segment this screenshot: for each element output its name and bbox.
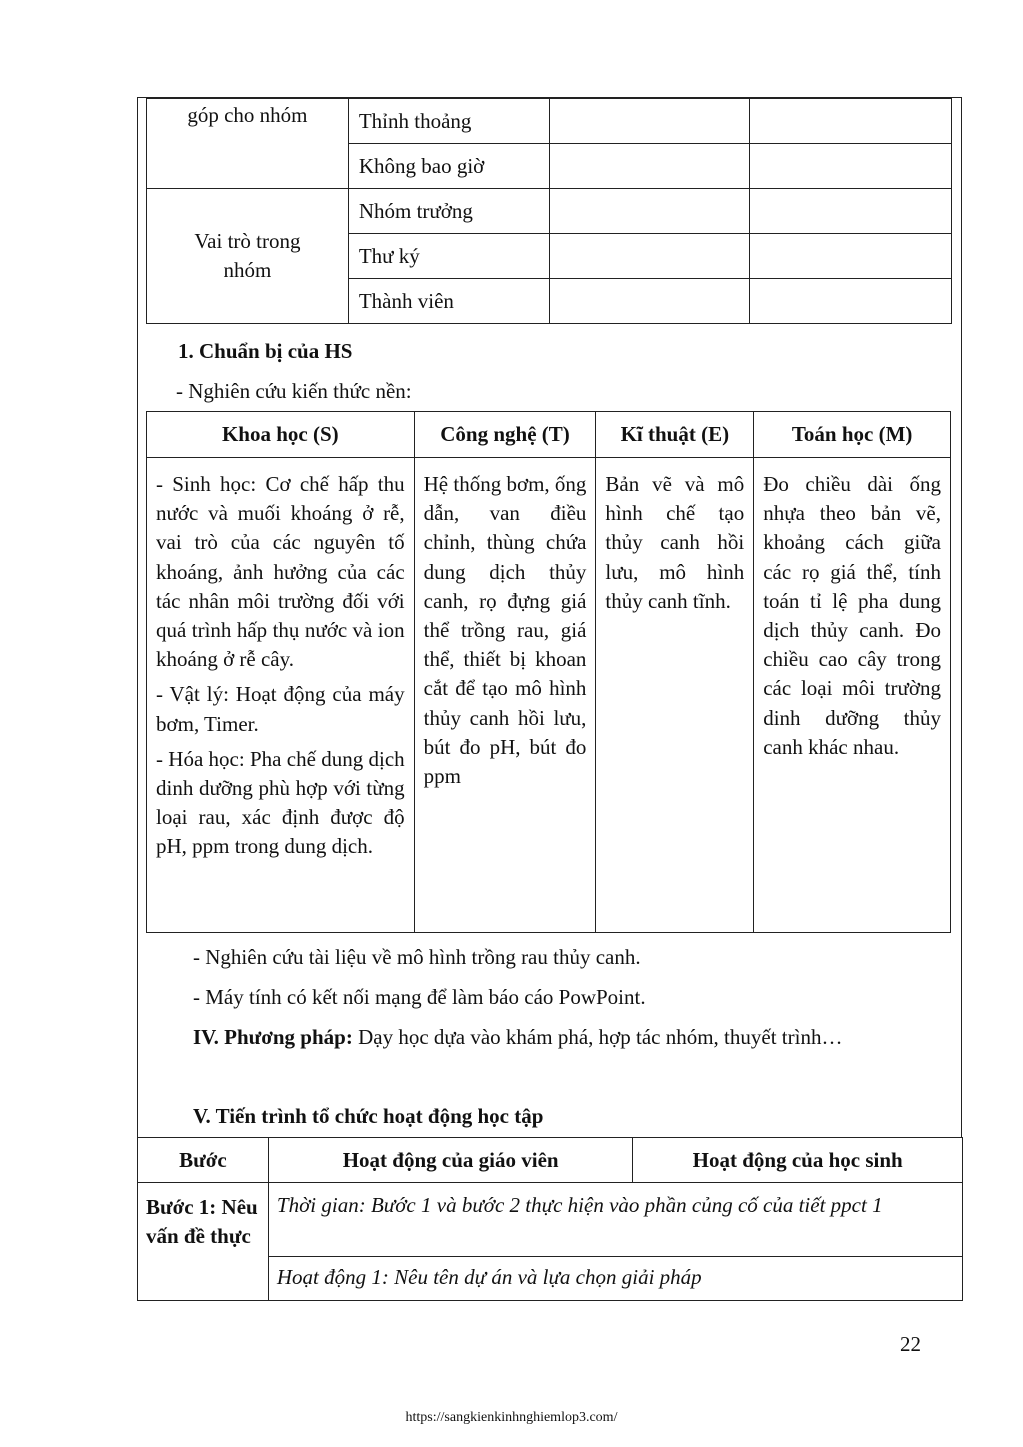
page-number: 22: [900, 1332, 921, 1356]
cell-technology: [414, 458, 596, 933]
table-header-row: [147, 412, 951, 458]
criterion-contribution: góp cho nhóm: [147, 99, 349, 189]
option-member: Thành viên: [348, 279, 549, 324]
score-cell: [750, 234, 952, 279]
score-cell: [750, 99, 952, 144]
footer-url[interactable]: https://sangkienkinhnghiemlop3.com/: [405, 1410, 618, 1425]
engineering-text: Bản vẽ và mô hình chế tạo thủy canh hồi lưu, mô hình thủy canh tĩnh.: [605, 472, 745, 613]
section-heading-student-prep: 1. Chuẩn bị của HS: [178, 339, 353, 363]
header-technology: Công nghệ (T): [414, 412, 596, 458]
evaluation-table: [146, 98, 952, 324]
stem-table: [146, 411, 951, 933]
technology-text: Hệ thống bơm, ống dẫn, van điều chỉnh, thùng chứa dung dịch thủy canh, rọ đựng giá thể trồng rau, giá thể, thiết bị khoan cắt để tạo mô hình thủy canh hồi lưu, bút đo pH, bút đo ppm: [423, 472, 587, 789]
score-cell: [549, 99, 750, 144]
method-text: Dạy học dựa vào khám phá, hợp tác nhóm, thuyết trình…: [352, 1025, 843, 1049]
table-header-row: [138, 1138, 963, 1183]
table-row: [147, 189, 952, 234]
score-cell: [750, 189, 952, 234]
criterion-role-label: Vai trò trong nhóm: [194, 229, 301, 282]
time-note: Thời gian: Bước 1 và bước 2 thực hiện vào phần củng cố của tiết ppct 1: [268, 1183, 962, 1257]
header-math: Toán học (M): [754, 412, 951, 458]
score-cell: [549, 144, 750, 189]
score-cell: [549, 234, 750, 279]
score-cell: [750, 144, 952, 189]
table-row: [138, 1183, 963, 1257]
table-row: [147, 99, 952, 144]
research-label: - Nghiên cứu kiến thức nền:: [176, 379, 412, 403]
header-student-activity: Hoạt động của học sinh: [633, 1138, 963, 1183]
option-sometimes: Thỉnh thoảng: [348, 99, 549, 144]
option-secretary: Thư ký: [348, 234, 549, 279]
score-cell: [750, 279, 952, 324]
table-row: [147, 458, 951, 933]
header-science: Khoa học (S): [147, 412, 415, 458]
science-biology: - Sinh học: Cơ chế hấp thu nước và muối khoáng ở rễ, vai trò của các nguyên tố khoáng, ảnh hưởng của các tác nhân môi trường đối với quá trình hấp thụ nước và ion khoáng ở rễ cây.: [156, 472, 405, 672]
note-computer: - Máy tính có kết nối mạng để làm báo cáo PowPoint.: [193, 985, 646, 1009]
option-never: Không bao giờ: [348, 144, 549, 189]
score-cell: [549, 279, 750, 324]
header-engineering: Kĩ thuật (E): [596, 412, 754, 458]
science-chemistry: - Hóa học: Pha chế dung dịch dinh dưỡng phù hợp với từng loại rau, xác định được độ pH, ppm trong dung dịch.: [156, 746, 405, 859]
score-cell: [549, 189, 750, 234]
header-teacher-activity: Hoạt động của giáo viên: [268, 1138, 633, 1183]
activity-1: Hoạt động 1: Nêu tên dự án và lựa chọn giải pháp: [268, 1257, 962, 1301]
cell-math: [754, 458, 951, 933]
note-research-docs: - Nghiên cứu tài liệu về mô hình trồng rau thủy canh.: [193, 945, 641, 969]
cell-science: [147, 458, 415, 933]
header-step: Bước: [138, 1138, 269, 1183]
step-1: Bước 1: Nêu vấn đề thực: [138, 1183, 269, 1301]
cell-engineering: [596, 458, 754, 933]
method-label: IV. Phương pháp:: [193, 1025, 353, 1049]
activity-table: [137, 1137, 963, 1301]
option-leader: Nhóm trưởng: [348, 189, 549, 234]
science-physics: - Vật lý: Hoạt động của máy bơm, Timer.: [156, 682, 405, 736]
method-line: [193, 1025, 842, 1050]
criterion-role: [147, 189, 349, 324]
math-text: Đo chiều dài ống nhựa theo bản vẽ, khoảng cách giữa các rọ giá thể, tính toán tỉ lệ pha dung dịch thủy canh. Đo chiều cao cây trong các loại môi trường dinh dưỡng thủy canh khác nhau.: [763, 472, 941, 759]
section-heading-activities: V. Tiến trình tổ chức hoạt động học tập: [193, 1104, 544, 1128]
